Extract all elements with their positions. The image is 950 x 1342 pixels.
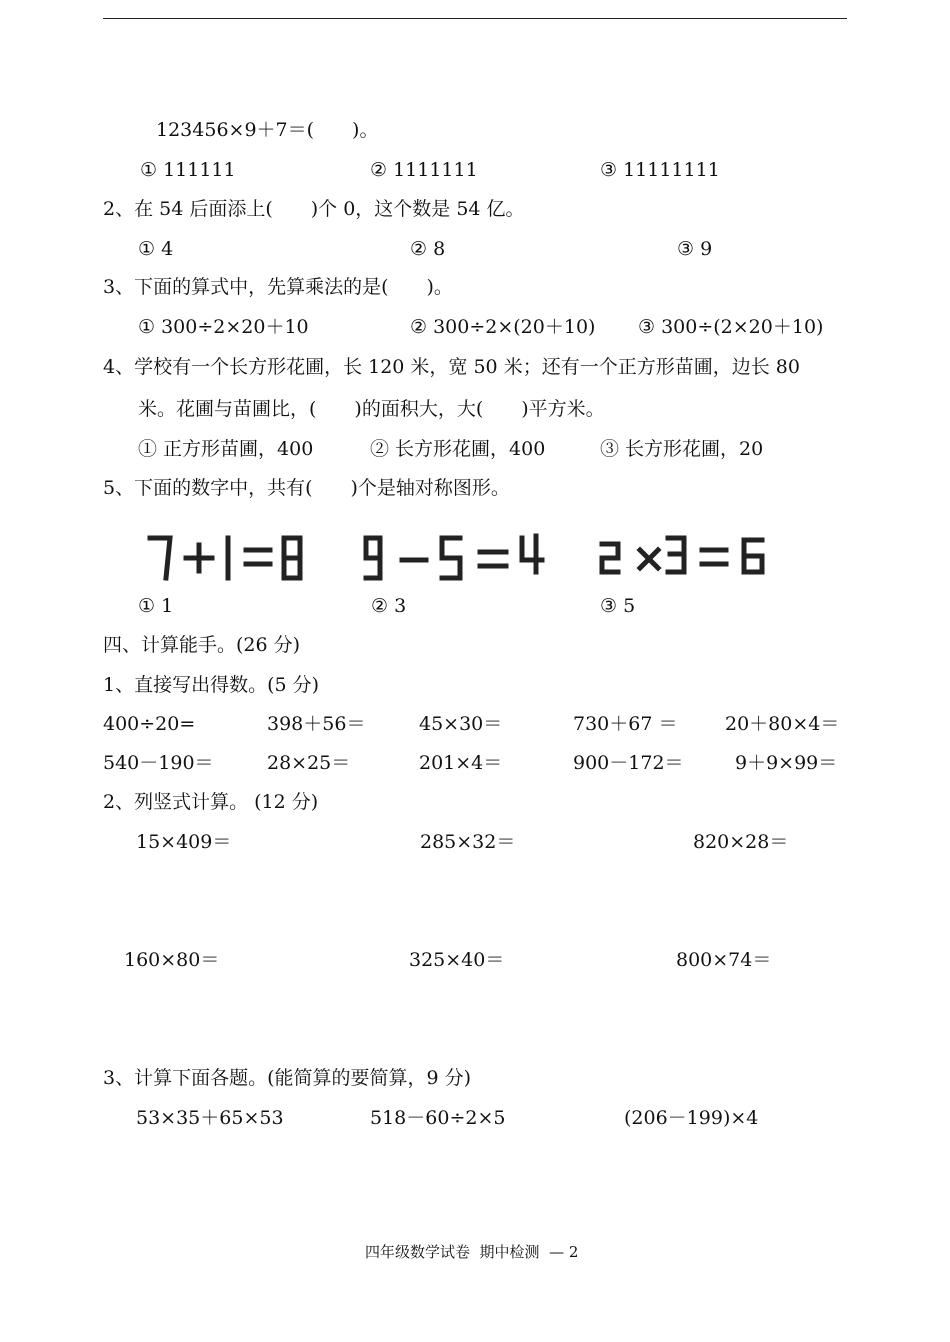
q1-option-3: ③ 11111111 (600, 159, 720, 181)
oral-item: 540－190＝ (103, 752, 214, 774)
q4-option-1: ① 正方形苗圃，400 (138, 438, 314, 460)
q3-options (138, 315, 858, 339)
q1-option-1: ① 111111 (140, 159, 236, 181)
q4-options (138, 437, 858, 461)
oral-item: 730＋67 ＝ (573, 713, 678, 735)
q2-option-2: ② 8 (410, 238, 446, 260)
simplify-row (136, 1106, 856, 1130)
q5-stem: 5、下面的数字中，共有( )个是轴对称图形。 (103, 477, 510, 499)
simplify-item: (206－199)×4 (624, 1107, 759, 1129)
vertical-item: 820×28＝ (693, 831, 789, 853)
q3-option-3: ③ 300÷(2×20＋10) (638, 316, 824, 338)
q3-stem: 3、下面的算式中，先算乘法的是( )。 (103, 276, 453, 298)
simplify-item: 53×35＋65×53 (136, 1107, 284, 1129)
page-footer: 四年级数学试卷 期中检测 — 2 (365, 1243, 579, 1261)
oral-item: 28×25＝ (267, 752, 351, 774)
oral-item: 900－172＝ (573, 752, 684, 774)
oral-item: 20＋80×4＝ (725, 713, 840, 735)
q2-option-1: ① 4 (138, 238, 174, 260)
oral-item: 9＋9×99＝ (735, 752, 838, 774)
q3-option-1: ① 300÷2×20＋10 (138, 316, 309, 338)
vertical-item: 15×409＝ (136, 831, 232, 853)
vertical-row-1 (136, 830, 856, 854)
q3-option-2: ② 300÷2×(20＋10) (410, 316, 596, 338)
vertical-item: 160×80＝ (124, 949, 220, 971)
q5-options (138, 594, 858, 618)
q1-option-2: ② 1111111 (370, 159, 478, 181)
q1-stem: 123456×9＋7＝( )。 (156, 119, 379, 141)
section4-p1-title: 1、直接写出得数。(5 分) (103, 674, 320, 696)
equation-7-plus-1-eq-8 (140, 530, 315, 586)
q2-options (138, 237, 858, 261)
q5-option-2: ② 3 (371, 595, 407, 617)
q4-option-3: ③ 长方形花圃，20 (600, 438, 764, 460)
oral-row-1 (103, 712, 853, 736)
section4-p3-title: 3、计算下面各题。(能简算的要简算，9 分) (103, 1067, 472, 1089)
simplify-item: 518－60÷2×5 (370, 1107, 506, 1129)
equation-9-minus-5-eq-4 (358, 530, 548, 586)
section4-title: 四、计算能手。(26 分) (103, 634, 301, 656)
q5-option-3: ③ 5 (600, 595, 636, 617)
equation-2-times-3-eq-6 (596, 530, 781, 586)
q2-stem: 2、在 54 后面添上( )个 0，这个数是 54 亿。 (103, 198, 525, 220)
oral-row-2 (103, 751, 853, 775)
header-rule (103, 18, 847, 19)
oral-item: 201×4＝ (419, 752, 503, 774)
oral-item: 398＋56＝ (267, 713, 366, 735)
vertical-item: 325×40＝ (409, 949, 505, 971)
q4-stem-line1: 4、学校有一个长方形花圃，长 120 米，宽 50 米；还有一个正方形苗圃，边长 80 (103, 356, 800, 378)
vertical-item: 285×32＝ (420, 831, 516, 853)
oral-item: 400÷20= (103, 713, 196, 735)
vertical-row-2 (124, 948, 844, 972)
q4-option-2: ② 长方形花圃，400 (370, 438, 546, 460)
q5-option-1: ① 1 (138, 595, 174, 617)
q2-option-3: ③ 9 (677, 238, 713, 260)
q4-stem-line2: 米。花圃与苗圃比，( )的面积大，大( )平方米。 (138, 398, 605, 420)
vertical-item: 800×74＝ (676, 949, 772, 971)
oral-item: 45×30＝ (419, 713, 503, 735)
q1-options (140, 158, 860, 182)
section4-p2-title: 2、列竖式计算。 (12 分) (103, 791, 319, 813)
